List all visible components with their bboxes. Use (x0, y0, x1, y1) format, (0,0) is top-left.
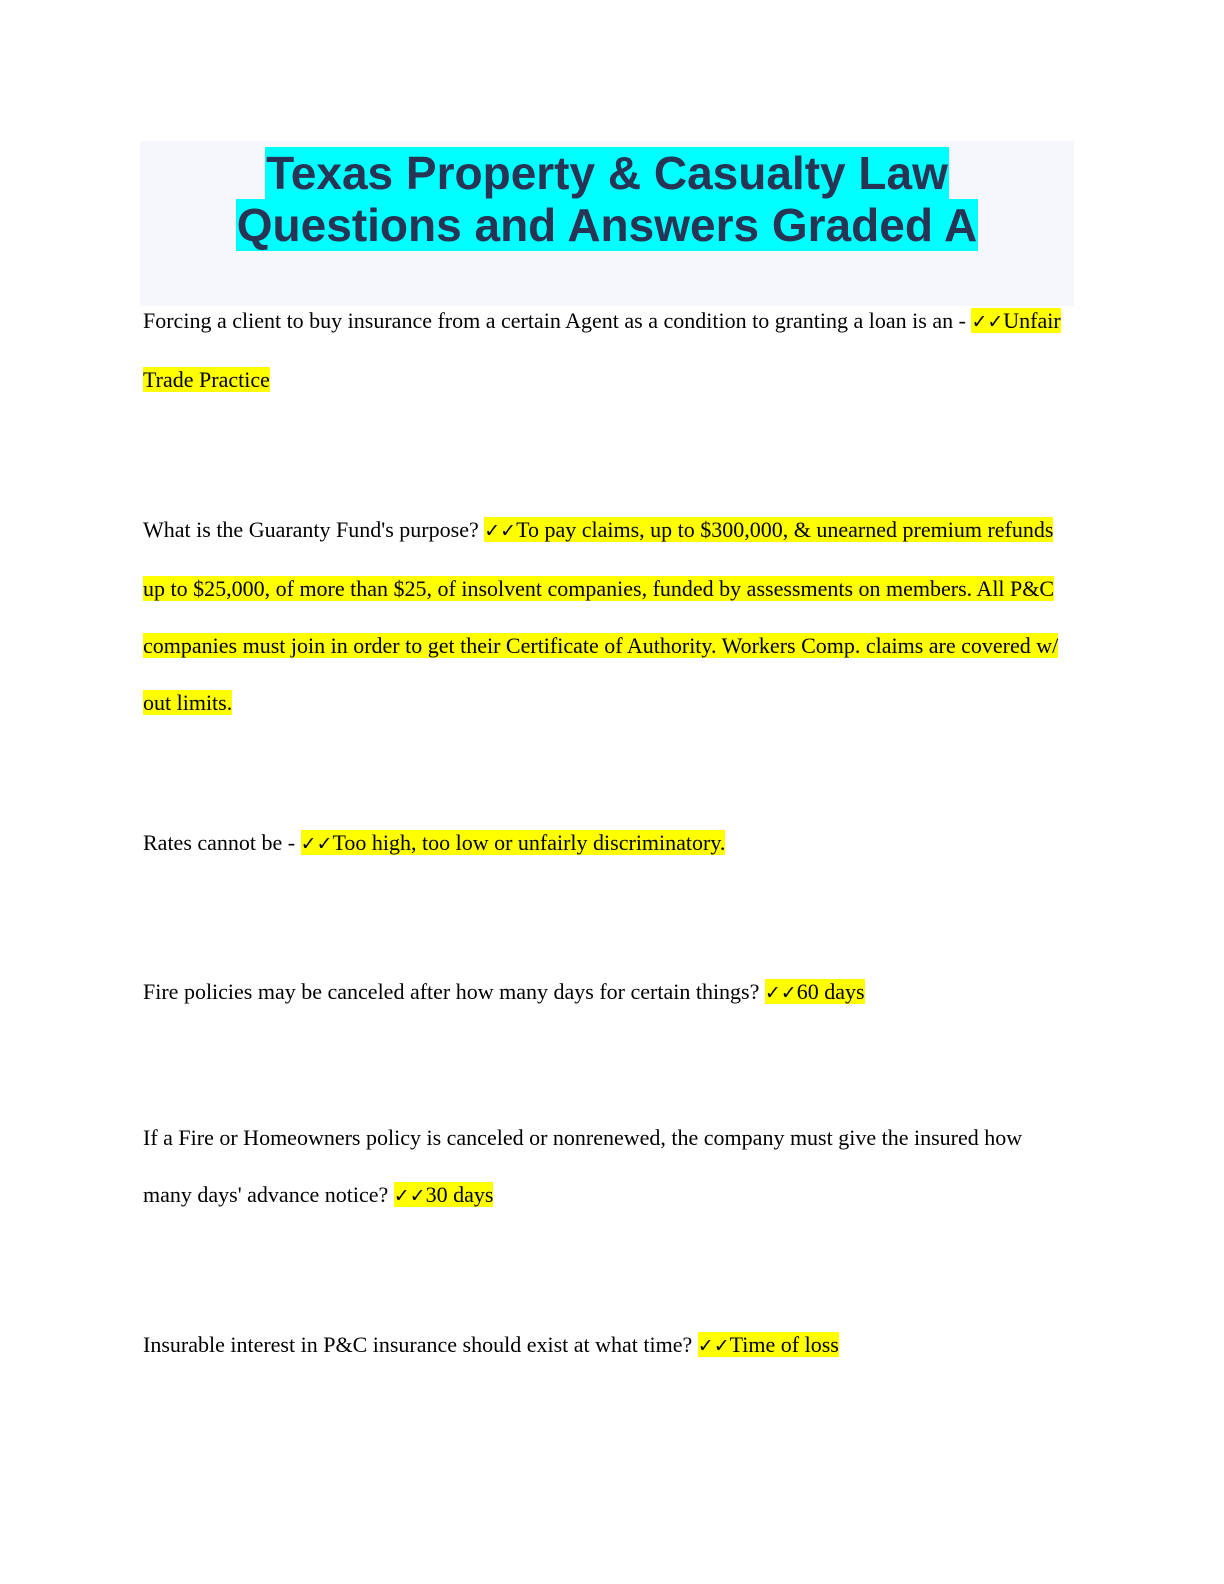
answer-highlight (698, 1332, 839, 1357)
qa-item-4 (143, 963, 1073, 1022)
answer-text: To pay claims, up to $300,000, & unearned premium refunds up to $25,000, of more than $25, of insolvent companies, funded by assessments on members. All P&C companies must join in order to get their Certificate of Authority. Workers Comp. claims are covered w/ out limits. (143, 517, 1059, 715)
document-title-line-1: Texas Property & Casualty Law (266, 147, 948, 199)
double-check-icon: ✓✓ (484, 520, 517, 542)
double-check-icon: ✓✓ (300, 833, 333, 855)
answer-text: Unfair Trade Practice (143, 308, 1061, 392)
answer-text: 30 days (425, 1182, 494, 1207)
qa-item-2 (143, 501, 1073, 731)
qa-item-6 (143, 1316, 1073, 1375)
qa-item-5 (143, 1109, 1073, 1225)
document-title-line-2: Questions and Answers Graded A (236, 199, 978, 251)
answer-highlight (301, 830, 726, 855)
question-text: Insurable interest in P&C insurance should exist at what time? (143, 1332, 698, 1357)
title-banner (140, 141, 1074, 306)
double-check-icon: ✓✓ (764, 982, 797, 1004)
answer-text: Time of loss (729, 1332, 839, 1357)
double-check-icon: ✓✓ (971, 311, 1004, 333)
question-text: Forcing a client to buy insurance from a certain Agent as a condition to granting a loan is an - (143, 308, 972, 333)
question-text: What is the Guaranty Fund's purpose? (143, 517, 485, 542)
answer-highlight (143, 517, 1058, 715)
qa-item-1 (143, 292, 1073, 408)
question-text: If a Fire or Homeowners policy is canceled or nonrenewed, the company must give the insured how many days' advance notice? (143, 1125, 1023, 1207)
question-text: Rates cannot be - (143, 830, 301, 855)
qa-item-3 (143, 814, 1073, 873)
answer-highlight (765, 979, 865, 1004)
question-text: Fire policies may be canceled after how many days for certain things? (143, 979, 765, 1004)
double-check-icon: ✓✓ (393, 1185, 426, 1207)
answer-text: 60 days (796, 979, 865, 1004)
double-check-icon: ✓✓ (697, 1335, 730, 1357)
answer-text: Too high, too low or unfairly discriminatory. (332, 830, 726, 855)
answer-highlight (394, 1182, 494, 1207)
